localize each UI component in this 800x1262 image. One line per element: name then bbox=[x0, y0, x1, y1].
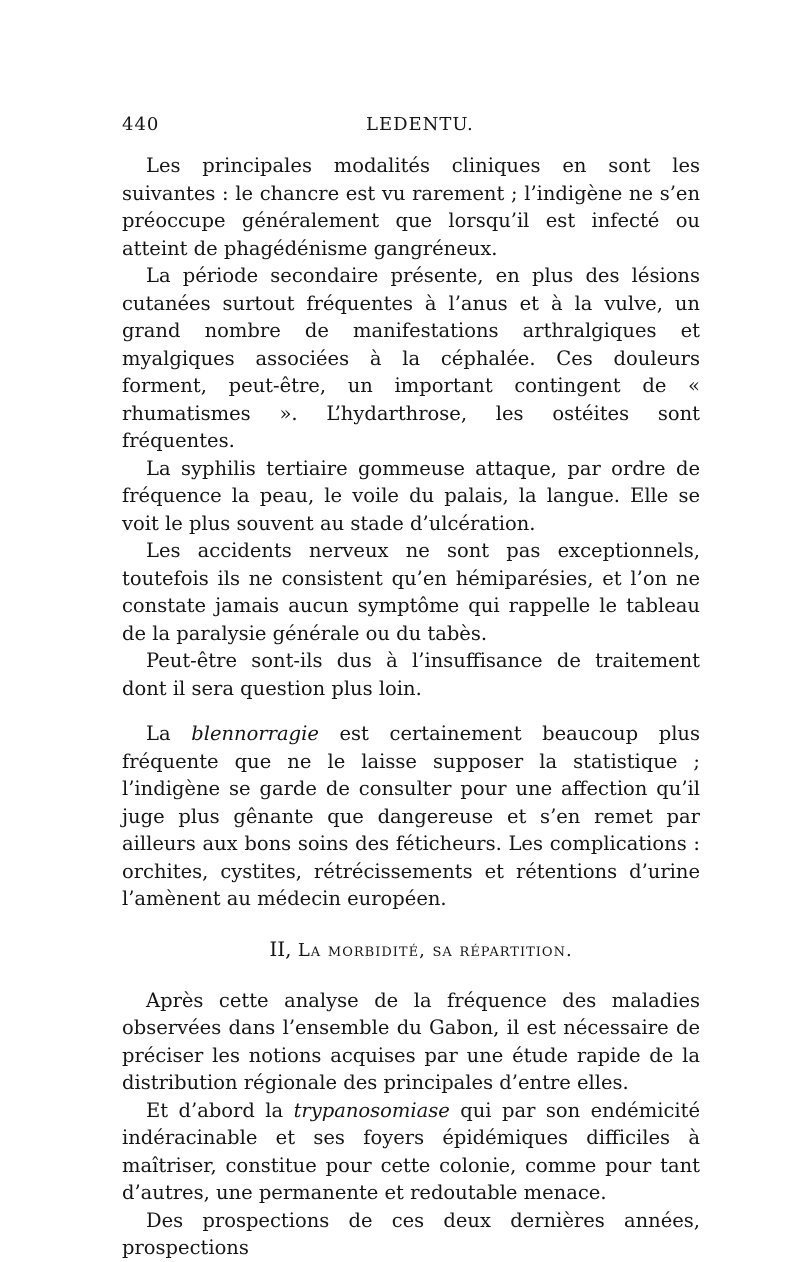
italic-term: blennorragie bbox=[191, 722, 319, 745]
paragraph-trypanosomiase bbox=[122, 1097, 700, 1207]
paragraph-insuffisance: Peut-être sont-ils dus à l’insuffisance de traitement dont il sera question plus loin. bbox=[122, 649, 700, 700]
running-title: LEDENTU. bbox=[366, 114, 474, 135]
page-body bbox=[122, 152, 700, 1262]
page-number: 440 bbox=[122, 114, 160, 135]
paragraph-spacer bbox=[122, 702, 700, 720]
paragraph-prospections: Des prospections de ces deux dernières années, prospections bbox=[122, 1208, 700, 1259]
paragraph-periode-secondaire: La période secondaire présente, en plus des lésions cutanées surtout fréquentes à l’anus et à la vulve, un grand nombre de manifestations arthralgiques et myalgiques associées à la céphalée. Ces douleurs forment, peut-être, un important contingent de « rhumatismes ». L’hydarthrose, les ostéites sont fréquentes. bbox=[122, 264, 700, 452]
text-run: est certainement beaucoup plus fréquente que ne le laisse supposer la statistique ; l’indigène se garde de consulter pour une affection qu’il juge plus gênante que dangereuse et s’en remet par ailleurs aux bons soins des féticheurs. Les complications : orchites, cystites, rétrécissements et rétentions d’urine l’amènent au médecin européen. bbox=[122, 722, 700, 910]
text-run: qui par son endémicité indéracinable et ses foyers épidémiques difficiles à maîtriser, constitue pour cette colonie, comme pour tant d’autres, une permanente et redoutable menace. bbox=[122, 1098, 700, 1204]
section-number: II, bbox=[269, 936, 292, 961]
paragraph-apres-analyse: Après cette analyse de la fréquence des maladies observées dans l’ensemble du Gabon, il est nécessaire de préciser les notions acquises par une étude rapide de la distribution régionale des principales d’entre elles. bbox=[122, 988, 700, 1094]
text-run: La bbox=[146, 722, 192, 745]
section-title: La morbidité, sa répartition. bbox=[297, 939, 573, 961]
section-heading bbox=[122, 935, 700, 965]
paragraph-blennorragie bbox=[122, 720, 700, 913]
section-spacer bbox=[122, 965, 700, 987]
paragraph-modalites: Les principales modalités cliniques en sont les suivantes : le chancre est vu rarement ; l’indigène ne s’en préoccupe généralement que lorsqu’il est infecté ou atteint de phagédénisme gangréneux. bbox=[122, 154, 700, 260]
italic-term: trypanosomiase bbox=[293, 1098, 450, 1122]
paragraph-accidents-nerveux: Les accidents nerveux ne sont pas exceptionnels, toutefois ils ne consistent qu’en hémiparésies, et l’on ne constate jamais aucun symptôme qui rappelle le tableau de la paralysie générale ou du tabès. bbox=[122, 539, 700, 645]
paragraph-syphilis-tertiaire: La syphilis tertiaire gommeuse attaque, par ordre de fréquence la peau, le voile du palais, la langue. Elle se voit le plus souvent au stade d’ulcération. bbox=[122, 456, 700, 535]
text-run: Et d’abord la bbox=[146, 1098, 294, 1122]
section-spacer bbox=[122, 913, 700, 935]
